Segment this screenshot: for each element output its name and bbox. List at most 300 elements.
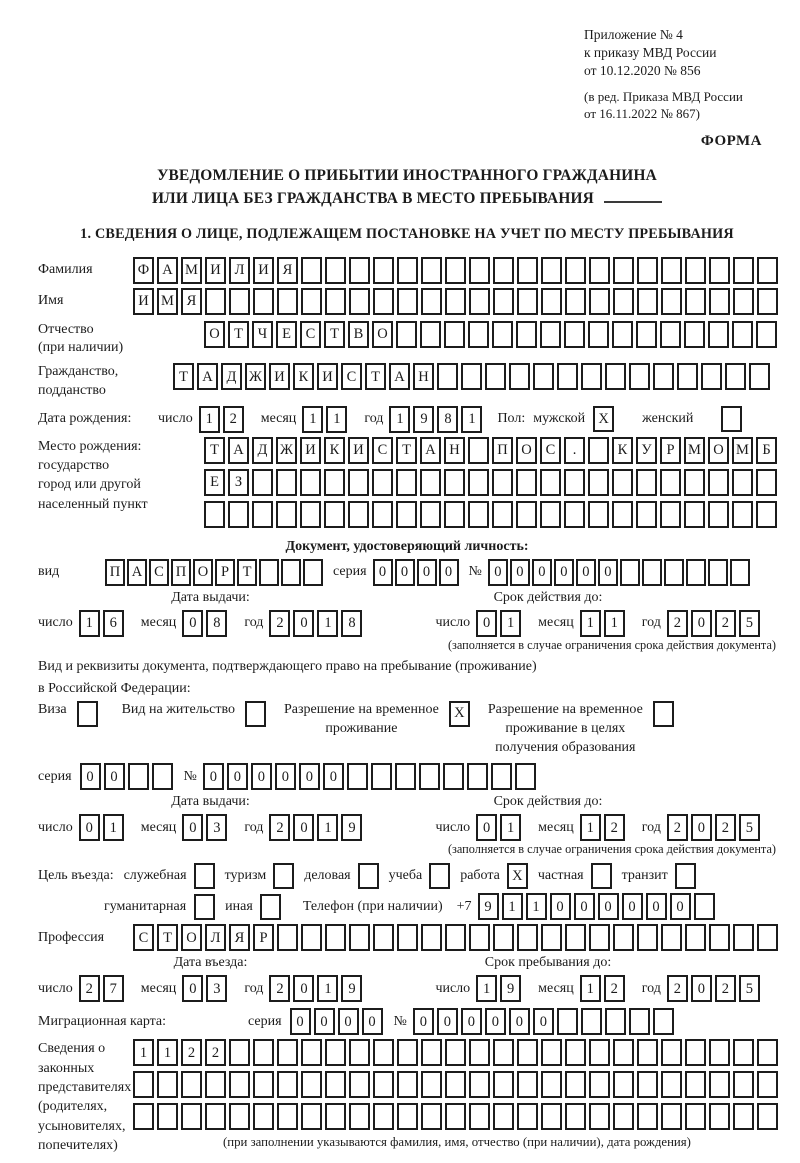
char-cell[interactable]: Р (660, 437, 681, 464)
char-cell[interactable] (541, 1039, 562, 1066)
char-cell[interactable]: И (205, 257, 226, 284)
char-cell[interactable] (686, 559, 706, 586)
char-cell[interactable]: 5 (739, 610, 760, 637)
char-cell[interactable]: 1 (500, 610, 521, 637)
char-cell[interactable]: 9 (500, 975, 521, 1002)
char-cell[interactable] (445, 1103, 466, 1130)
char-cell[interactable]: З (228, 469, 249, 496)
char-cell[interactable] (664, 559, 684, 586)
char-cell[interactable]: 0 (182, 814, 203, 841)
char-cell[interactable]: Р (215, 559, 235, 586)
char-cell[interactable] (685, 1103, 706, 1130)
char-cell[interactable] (517, 257, 538, 284)
char-cell[interactable] (565, 1071, 586, 1098)
char-cell[interactable] (371, 763, 392, 790)
char-cell[interactable] (421, 288, 442, 315)
char-cell[interactable]: 2 (715, 975, 736, 1002)
char-cell[interactable]: 1 (604, 610, 625, 637)
char-cell[interactable] (324, 501, 345, 528)
char-cell[interactable] (757, 1039, 778, 1066)
char-cell[interactable]: 0 (338, 1008, 359, 1035)
char-cell[interactable] (732, 501, 753, 528)
char-cell[interactable] (612, 321, 633, 348)
char-cell[interactable] (469, 257, 490, 284)
char-cell[interactable] (461, 363, 482, 390)
char-cell[interactable] (733, 1039, 754, 1066)
char-cell[interactable]: 1 (500, 814, 521, 841)
char-cell[interactable]: 0 (182, 975, 203, 1002)
char-cell[interactable] (757, 1071, 778, 1098)
char-cell[interactable] (281, 559, 301, 586)
char-cell[interactable]: 0 (293, 610, 314, 637)
char-cell[interactable] (516, 469, 537, 496)
purpose-other-checkbox[interactable] (260, 894, 281, 920)
char-cell[interactable]: А (127, 559, 147, 586)
char-cell[interactable]: 0 (227, 763, 248, 790)
char-cell[interactable]: 9 (341, 975, 362, 1002)
char-cell[interactable] (493, 1071, 514, 1098)
char-cell[interactable]: 1 (317, 814, 338, 841)
char-cell[interactable] (637, 1071, 658, 1098)
purpose-private-checkbox[interactable] (591, 863, 612, 889)
char-cell[interactable] (277, 1103, 298, 1130)
char-cell[interactable] (732, 321, 753, 348)
char-cell[interactable] (324, 469, 345, 496)
temp-permit-checkbox[interactable]: X (449, 701, 470, 727)
char-cell[interactable] (372, 469, 393, 496)
sex-female-checkbox[interactable] (721, 406, 742, 432)
char-cell[interactable] (684, 501, 705, 528)
char-cell[interactable]: 1 (302, 406, 323, 433)
char-cell[interactable]: 1 (389, 406, 410, 433)
char-cell[interactable] (444, 321, 465, 348)
char-cell[interactable] (709, 288, 730, 315)
purpose-study-checkbox[interactable] (429, 863, 450, 889)
char-cell[interactable]: 0 (323, 763, 344, 790)
char-cell[interactable] (589, 1103, 610, 1130)
char-cell[interactable] (468, 321, 489, 348)
char-cell[interactable]: 0 (293, 975, 314, 1002)
char-cell[interactable]: 0 (290, 1008, 311, 1035)
char-cell[interactable] (684, 469, 705, 496)
char-cell[interactable] (128, 763, 149, 790)
char-cell[interactable]: 0 (373, 559, 393, 586)
char-cell[interactable] (653, 1008, 674, 1035)
char-cell[interactable] (589, 1071, 610, 1098)
char-cell[interactable] (325, 1103, 346, 1130)
char-cell[interactable] (152, 763, 173, 790)
char-cell[interactable] (589, 1039, 610, 1066)
char-cell[interactable]: 2 (667, 610, 688, 637)
char-cell[interactable] (581, 363, 602, 390)
char-cell[interactable] (629, 363, 650, 390)
purpose-business-checkbox[interactable] (358, 863, 379, 889)
char-cell[interactable] (565, 924, 586, 951)
char-cell[interactable] (517, 1039, 538, 1066)
char-cell[interactable] (181, 1071, 202, 1098)
char-cell[interactable] (581, 1008, 602, 1035)
char-cell[interactable] (541, 1071, 562, 1098)
char-cell[interactable]: 1 (317, 975, 338, 1002)
char-cell[interactable] (564, 501, 585, 528)
char-cell[interactable]: 8 (437, 406, 458, 433)
char-cell[interactable]: 5 (739, 814, 760, 841)
char-cell[interactable] (421, 1103, 442, 1130)
char-cell[interactable] (756, 321, 777, 348)
char-cell[interactable] (733, 288, 754, 315)
char-cell[interactable] (541, 1103, 562, 1130)
char-cell[interactable] (469, 288, 490, 315)
residence-permit-checkbox[interactable] (245, 701, 266, 727)
char-cell[interactable]: 5 (739, 975, 760, 1002)
char-cell[interactable] (517, 1071, 538, 1098)
char-cell[interactable] (661, 257, 682, 284)
char-cell[interactable] (533, 363, 554, 390)
char-cell[interactable] (637, 924, 658, 951)
char-cell[interactable] (757, 1103, 778, 1130)
char-cell[interactable]: Е (276, 321, 297, 348)
char-cell[interactable] (445, 1039, 466, 1066)
char-cell[interactable]: 2 (181, 1039, 202, 1066)
char-cell[interactable]: 1 (526, 893, 547, 920)
char-cell[interactable]: И (300, 437, 321, 464)
char-cell[interactable] (588, 501, 609, 528)
char-cell[interactable] (709, 1103, 730, 1130)
char-cell[interactable] (205, 1071, 226, 1098)
char-cell[interactable] (636, 501, 657, 528)
char-cell[interactable]: А (420, 437, 441, 464)
char-cell[interactable] (445, 257, 466, 284)
char-cell[interactable] (349, 288, 370, 315)
char-cell[interactable] (613, 257, 634, 284)
visa-checkbox[interactable] (77, 701, 98, 727)
char-cell[interactable]: 2 (269, 814, 290, 841)
char-cell[interactable]: О (372, 321, 393, 348)
char-cell[interactable] (300, 501, 321, 528)
char-cell[interactable]: А (389, 363, 410, 390)
char-cell[interactable] (468, 469, 489, 496)
char-cell[interactable] (557, 1008, 578, 1035)
char-cell[interactable] (301, 1071, 322, 1098)
char-cell[interactable]: 2 (269, 610, 290, 637)
char-cell[interactable] (253, 288, 274, 315)
char-cell[interactable] (444, 501, 465, 528)
char-cell[interactable] (373, 1071, 394, 1098)
char-cell[interactable]: П (492, 437, 513, 464)
char-cell[interactable] (469, 924, 490, 951)
char-cell[interactable] (397, 288, 418, 315)
char-cell[interactable]: 1 (461, 406, 482, 433)
char-cell[interactable] (300, 469, 321, 496)
char-cell[interactable] (325, 1071, 346, 1098)
char-cell[interactable] (276, 501, 297, 528)
char-cell[interactable] (468, 437, 489, 464)
char-cell[interactable] (420, 321, 441, 348)
char-cell[interactable]: А (157, 257, 178, 284)
char-cell[interactable] (445, 924, 466, 951)
char-cell[interactable]: 9 (341, 814, 362, 841)
char-cell[interactable]: Б (756, 437, 777, 464)
char-cell[interactable] (708, 469, 729, 496)
char-cell[interactable] (419, 763, 440, 790)
char-cell[interactable]: 1 (199, 406, 220, 433)
char-cell[interactable]: 0 (203, 763, 224, 790)
char-cell[interactable] (733, 924, 754, 951)
char-cell[interactable] (557, 363, 578, 390)
char-cell[interactable]: А (228, 437, 249, 464)
char-cell[interactable]: Я (277, 257, 298, 284)
char-cell[interactable] (661, 1071, 682, 1098)
char-cell[interactable]: 0 (439, 559, 459, 586)
char-cell[interactable] (694, 893, 715, 920)
char-cell[interactable]: С (133, 924, 154, 951)
char-cell[interactable] (348, 469, 369, 496)
char-cell[interactable] (347, 763, 368, 790)
char-cell[interactable]: С (372, 437, 393, 464)
char-cell[interactable] (733, 257, 754, 284)
char-cell[interactable] (396, 469, 417, 496)
purpose-work-checkbox[interactable]: X (507, 863, 528, 889)
char-cell[interactable] (397, 1103, 418, 1130)
char-cell[interactable]: Н (444, 437, 465, 464)
char-cell[interactable] (373, 257, 394, 284)
char-cell[interactable] (756, 501, 777, 528)
char-cell[interactable]: 0 (314, 1008, 335, 1035)
char-cell[interactable] (685, 1039, 706, 1066)
char-cell[interactable] (493, 1039, 514, 1066)
char-cell[interactable] (613, 1103, 634, 1130)
char-cell[interactable] (252, 501, 273, 528)
char-cell[interactable]: О (181, 924, 202, 951)
char-cell[interactable]: С (149, 559, 169, 586)
char-cell[interactable] (372, 501, 393, 528)
char-cell[interactable] (349, 1039, 370, 1066)
char-cell[interactable] (685, 288, 706, 315)
char-cell[interactable]: Т (204, 437, 225, 464)
char-cell[interactable] (397, 257, 418, 284)
char-cell[interactable] (253, 1103, 274, 1130)
char-cell[interactable]: 2 (604, 975, 625, 1002)
char-cell[interactable]: 0 (293, 814, 314, 841)
char-cell[interactable]: Е (204, 469, 225, 496)
char-cell[interactable] (469, 1071, 490, 1098)
char-cell[interactable] (157, 1103, 178, 1130)
char-cell[interactable]: Д (221, 363, 242, 390)
char-cell[interactable]: И (269, 363, 290, 390)
char-cell[interactable]: О (708, 437, 729, 464)
char-cell[interactable] (733, 1103, 754, 1130)
char-cell[interactable] (588, 437, 609, 464)
char-cell[interactable] (228, 501, 249, 528)
char-cell[interactable] (349, 924, 370, 951)
char-cell[interactable]: И (253, 257, 274, 284)
char-cell[interactable] (636, 469, 657, 496)
char-cell[interactable]: Р (253, 924, 274, 951)
char-cell[interactable]: К (324, 437, 345, 464)
char-cell[interactable]: 3 (206, 975, 227, 1002)
char-cell[interactable] (325, 924, 346, 951)
char-cell[interactable] (276, 469, 297, 496)
char-cell[interactable] (397, 1071, 418, 1098)
char-cell[interactable]: 2 (715, 610, 736, 637)
char-cell[interactable]: 6 (103, 610, 124, 637)
char-cell[interactable] (661, 1039, 682, 1066)
char-cell[interactable] (397, 1039, 418, 1066)
char-cell[interactable]: 0 (417, 559, 437, 586)
char-cell[interactable]: 2 (715, 814, 736, 841)
char-cell[interactable]: А (197, 363, 218, 390)
char-cell[interactable]: 2 (604, 814, 625, 841)
char-cell[interactable] (540, 321, 561, 348)
purpose-humanitarian-checkbox[interactable] (194, 894, 215, 920)
char-cell[interactable] (653, 363, 674, 390)
char-cell[interactable]: 1 (157, 1039, 178, 1066)
char-cell[interactable]: 2 (223, 406, 244, 433)
char-cell[interactable] (701, 363, 722, 390)
char-cell[interactable] (301, 924, 322, 951)
char-cell[interactable] (661, 1103, 682, 1130)
char-cell[interactable] (468, 501, 489, 528)
char-cell[interactable]: С (300, 321, 321, 348)
char-cell[interactable]: 0 (488, 559, 508, 586)
char-cell[interactable] (301, 288, 322, 315)
char-cell[interactable] (612, 501, 633, 528)
char-cell[interactable]: 0 (80, 763, 101, 790)
char-cell[interactable] (661, 924, 682, 951)
char-cell[interactable] (708, 501, 729, 528)
char-cell[interactable]: Д (252, 437, 273, 464)
char-cell[interactable] (637, 257, 658, 284)
char-cell[interactable]: 1 (580, 610, 601, 637)
char-cell[interactable] (157, 1071, 178, 1098)
char-cell[interactable]: 0 (104, 763, 125, 790)
char-cell[interactable] (493, 1103, 514, 1130)
char-cell[interactable]: Ф (133, 257, 154, 284)
char-cell[interactable]: 0 (485, 1008, 506, 1035)
char-cell[interactable] (684, 321, 705, 348)
char-cell[interactable] (325, 288, 346, 315)
char-cell[interactable] (509, 363, 530, 390)
purpose-tourism-checkbox[interactable] (273, 863, 294, 889)
char-cell[interactable] (517, 1103, 538, 1130)
char-cell[interactable] (757, 257, 778, 284)
char-cell[interactable] (515, 763, 536, 790)
char-cell[interactable]: 1 (133, 1039, 154, 1066)
char-cell[interactable] (277, 1039, 298, 1066)
char-cell[interactable] (397, 924, 418, 951)
char-cell[interactable]: С (540, 437, 561, 464)
char-cell[interactable] (253, 1039, 274, 1066)
char-cell[interactable]: О (193, 559, 213, 586)
char-cell[interactable] (725, 363, 746, 390)
char-cell[interactable]: И (348, 437, 369, 464)
char-cell[interactable] (517, 924, 538, 951)
char-cell[interactable]: К (612, 437, 633, 464)
char-cell[interactable] (516, 321, 537, 348)
char-cell[interactable] (660, 321, 681, 348)
char-cell[interactable] (732, 469, 753, 496)
char-cell[interactable] (589, 924, 610, 951)
char-cell[interactable]: 9 (413, 406, 434, 433)
char-cell[interactable] (421, 1039, 442, 1066)
char-cell[interactable] (565, 1103, 586, 1130)
char-cell[interactable]: И (133, 288, 154, 315)
char-cell[interactable] (565, 288, 586, 315)
char-cell[interactable]: 0 (510, 559, 530, 586)
char-cell[interactable]: 1 (476, 975, 497, 1002)
char-cell[interactable]: Т (228, 321, 249, 348)
char-cell[interactable] (612, 469, 633, 496)
char-cell[interactable]: О (516, 437, 537, 464)
char-cell[interactable] (757, 288, 778, 315)
char-cell[interactable] (229, 1039, 250, 1066)
char-cell[interactable]: 0 (533, 1008, 554, 1035)
char-cell[interactable]: Я (229, 924, 250, 951)
char-cell[interactable] (229, 1071, 250, 1098)
char-cell[interactable]: Т (237, 559, 257, 586)
char-cell[interactable] (229, 1103, 250, 1130)
char-cell[interactable]: С (341, 363, 362, 390)
char-cell[interactable] (301, 1103, 322, 1130)
char-cell[interactable]: 0 (362, 1008, 383, 1035)
char-cell[interactable]: 1 (580, 975, 601, 1002)
char-cell[interactable]: 0 (182, 610, 203, 637)
char-cell[interactable] (605, 363, 626, 390)
char-cell[interactable] (492, 501, 513, 528)
char-cell[interactable]: 0 (574, 893, 595, 920)
char-cell[interactable]: 0 (476, 610, 497, 637)
char-cell[interactable]: Т (173, 363, 194, 390)
char-cell[interactable]: 1 (502, 893, 523, 920)
char-cell[interactable]: 0 (275, 763, 296, 790)
char-cell[interactable]: П (105, 559, 125, 586)
char-cell[interactable]: Ж (276, 437, 297, 464)
char-cell[interactable]: И (317, 363, 338, 390)
char-cell[interactable] (709, 1039, 730, 1066)
char-cell[interactable] (253, 1071, 274, 1098)
char-cell[interactable] (629, 1008, 650, 1035)
char-cell[interactable]: Н (413, 363, 434, 390)
char-cell[interactable] (205, 1103, 226, 1130)
char-cell[interactable] (636, 321, 657, 348)
char-cell[interactable]: 8 (341, 610, 362, 637)
char-cell[interactable] (373, 1103, 394, 1130)
char-cell[interactable] (541, 924, 562, 951)
char-cell[interactable] (444, 469, 465, 496)
char-cell[interactable] (709, 1071, 730, 1098)
char-cell[interactable] (229, 288, 250, 315)
char-cell[interactable] (541, 288, 562, 315)
char-cell[interactable]: М (732, 437, 753, 464)
char-cell[interactable]: 0 (691, 814, 712, 841)
char-cell[interactable]: 8 (206, 610, 227, 637)
char-cell[interactable] (491, 763, 512, 790)
char-cell[interactable] (565, 257, 586, 284)
char-cell[interactable] (133, 1103, 154, 1130)
char-cell[interactable]: 0 (437, 1008, 458, 1035)
char-cell[interactable] (540, 501, 561, 528)
char-cell[interactable]: М (181, 257, 202, 284)
char-cell[interactable] (564, 469, 585, 496)
char-cell[interactable] (443, 763, 464, 790)
char-cell[interactable] (589, 288, 610, 315)
char-cell[interactable] (709, 257, 730, 284)
char-cell[interactable] (395, 763, 416, 790)
char-cell[interactable] (373, 924, 394, 951)
char-cell[interactable] (349, 1103, 370, 1130)
char-cell[interactable] (620, 559, 640, 586)
char-cell[interactable] (613, 1071, 634, 1098)
